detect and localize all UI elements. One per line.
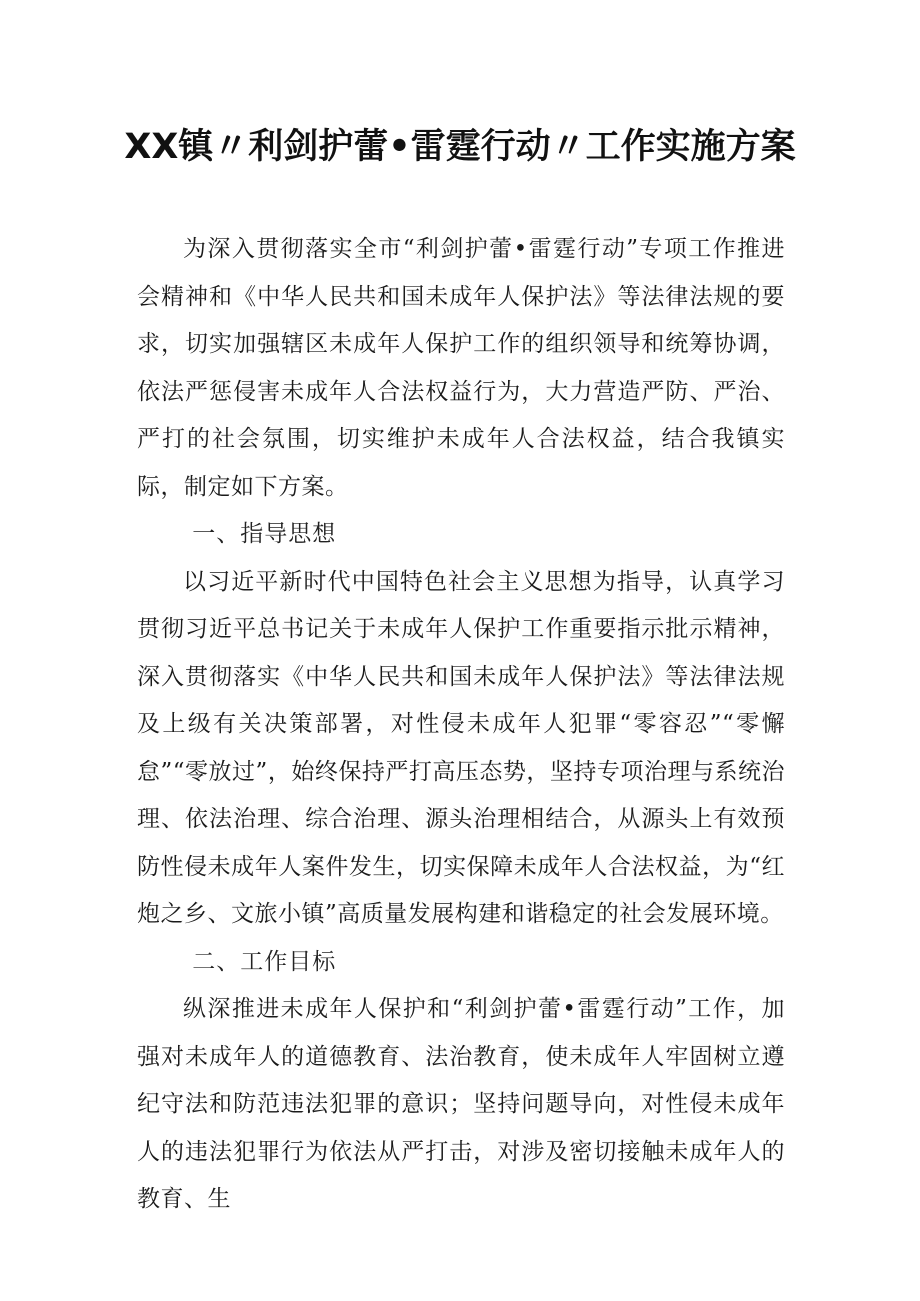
document-title: XX镇〃利剑护蕾•雷霆行动〃工作实施方案 (124, 127, 796, 167)
document-body (137, 226, 785, 1224)
intro-paragraph: 为深入贯彻落实全市“利剑护蕾•雷霆行动”专项工作推进会精神和《中华人民共和国未成年人保护法》等法律法规的要求，切实加强辖区未成年人保护工作的组织领导和统筹协调，依法严惩侵害未成年人合法权益行为，大力营造严防、严治、严打的社会氛围，切实维护未成年人合法权益，结合我镇实际，制定如下方案。 (137, 236, 785, 500)
section-heading-guiding-ideology: 一、指导思想 (192, 521, 337, 547)
section-paragraph-work-goals: 纵深推进未成年人保护和“利剑护蕾•雷霆行动”工作，加强对未成年人的道德教育、法治教育，使未成年人牢固树立遵纪守法和防范违法犯罪的意识；坚持问题导向，对性侵未成年人的违法犯罪行为依法从严打击，对涉及密切接触未成年人的教育、生 (137, 996, 785, 1212)
section-heading-work-goals: 二、工作目标 (192, 948, 337, 975)
section-paragraph-guiding-ideology: 以习近平新时代中国特色社会主义思想为指导，认真学习贯彻习近平总书记关于未成年人保护工作重要指示批示精神，深入贯彻落实《中华人民共和国未成年人保护法》等法律法规及上级有关决策部署，对性侵未成年人犯罪“零容忍”“零懈怠”“零放过”，始终保持严打高压态势，坚持专项治理与系统治理、依法治理、综合治理、源头治理相结合，从源头上有效预防性侵未成年人案件发生，切实保障未成年人合法权益，为“红炮之乡、文旅小镇”高质量发展构建和谐稳定的社会发展环境。 (137, 568, 785, 927)
